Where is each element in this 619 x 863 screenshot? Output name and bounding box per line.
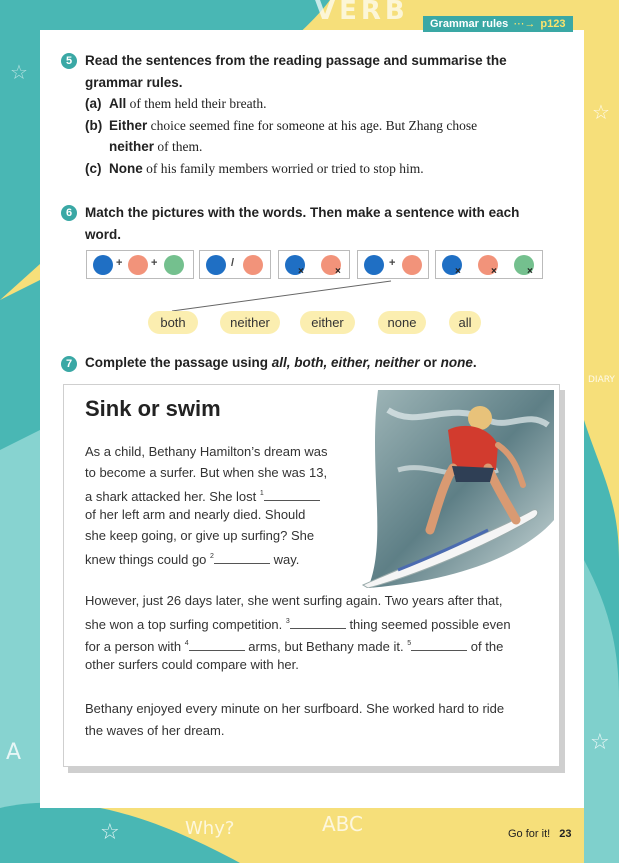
sentence-label: (a) [85, 96, 102, 111]
cross-mark: × [335, 266, 341, 277]
key-word: None [109, 161, 143, 176]
orange-circle [402, 255, 422, 275]
instruction-line: grammar rules. [85, 75, 183, 90]
blank-number: 3 [285, 618, 290, 625]
sentence-label: (c) [85, 161, 102, 176]
instruction-line: Read the sentences from the reading passage and summarise the [85, 53, 507, 68]
key-word: All [109, 96, 127, 111]
blue-circle [206, 255, 226, 275]
story-text: knew things could go [85, 552, 207, 567]
sentence-b [85, 116, 477, 136]
blank-3[interactable] [290, 616, 346, 629]
sentence-text: of his family members worried or tried to stop him. [142, 161, 424, 176]
story-text: way. [273, 552, 300, 567]
story-line: However, just 26 days later, she went surfing again. Two years after that, [85, 593, 503, 608]
instruction-text: or [419, 355, 441, 370]
story-text: she won a top surfing competition. [85, 617, 283, 632]
exercise-7-badge: 7 [61, 356, 77, 372]
plus-symbol: + [116, 257, 123, 269]
exercise-7-instruction [85, 352, 477, 374]
blue-circle [93, 255, 113, 275]
exercise-5-instruction [85, 50, 507, 94]
instruction-words: none [440, 355, 473, 370]
story-title: Sink or swim [85, 396, 221, 421]
picture-none[interactable] [435, 250, 543, 279]
story-line [85, 546, 299, 570]
story-line: to become a surfer. But when she was 13, [85, 465, 328, 480]
story-text: a shark attacked her. She lost [85, 489, 257, 504]
cross-mark: × [527, 266, 533, 277]
arrow-icon: ⋯→ [513, 18, 536, 30]
why-doodle: Why? [185, 818, 235, 839]
page-reference: p123 [540, 18, 566, 30]
blank-4[interactable] [189, 638, 245, 651]
instruction-line: word. [85, 227, 121, 242]
green-circle [164, 255, 184, 275]
cross-mark: × [455, 266, 461, 277]
orange-circle [243, 255, 263, 275]
cross-mark: × [298, 266, 304, 277]
instruction-line: Match the pictures with the words. Then make a sentence with each [85, 205, 520, 220]
star-icon: ☆ [100, 820, 120, 845]
blank-number: 1 [259, 490, 264, 497]
story-line: Bethany enjoyed every minute on her surfboard. She worked hard to ride [85, 701, 505, 716]
story-text: thing seemed possible even [349, 617, 511, 632]
story-line: of her left arm and nearly died. Should [85, 507, 306, 522]
instruction-text: . [472, 355, 477, 370]
exercise-6-instruction [85, 202, 519, 246]
sentence-text: of them. [154, 139, 203, 154]
sentence-b-continued [85, 137, 202, 157]
star-icon: ☆ [590, 730, 610, 755]
cross-mark: × [491, 266, 497, 277]
verb-doodle: VERB [315, 0, 409, 26]
grammar-rules-label: Grammar rules [430, 18, 509, 30]
word-chip-either[interactable]: either [300, 311, 355, 334]
picture-all[interactable] [86, 250, 194, 279]
blank-1[interactable] [264, 488, 320, 501]
picture-neither[interactable] [278, 250, 350, 279]
story-text: of the [470, 639, 504, 654]
diary-doodle: DIARY [588, 375, 615, 385]
page-number: 23 [559, 828, 572, 840]
story-line: she keep going, or give up surfing? She [85, 528, 315, 543]
story-text: arms, but Bethany made it. [248, 639, 404, 654]
word-chip-all[interactable]: all [449, 311, 481, 334]
letter-a-doodle: A [6, 740, 22, 765]
story-text: for a person with [85, 639, 182, 654]
story-line [85, 611, 511, 635]
blank-number: 2 [210, 553, 214, 560]
story-line: the waves of her dream. [85, 723, 225, 738]
plus-symbol: + [389, 257, 396, 269]
exercise-5-badge: 5 [61, 53, 77, 69]
page-footer [508, 828, 572, 840]
instruction-words: all, both, either, neither [271, 355, 420, 370]
story-line: As a child, Bethany Hamilton’s dream was [85, 444, 328, 459]
word-chip-both[interactable]: both [148, 311, 198, 334]
star-icon: ☆ [592, 100, 610, 124]
orange-circle [128, 255, 148, 275]
surfer-photo [358, 390, 554, 588]
sentence-c [85, 159, 424, 179]
plus-symbol: + [151, 257, 158, 269]
sentence-a [85, 94, 266, 114]
instruction-text: Complete the passage using [85, 355, 272, 370]
sentence-text: choice seemed fine for someone at his age. But Zhang chose [147, 118, 478, 133]
star-icon: ☆ [10, 60, 28, 84]
word-chip-none[interactable]: none [378, 311, 426, 334]
blank-2[interactable] [214, 551, 270, 564]
story-line: other surfers could compare with her. [85, 657, 299, 672]
picture-either[interactable] [199, 250, 271, 279]
exercise-6-badge: 6 [61, 205, 77, 221]
slash-symbol: / [231, 257, 235, 269]
key-word: neither [109, 139, 155, 154]
grammar-rules-link[interactable] [423, 16, 573, 32]
blank-number: 4 [184, 640, 189, 647]
abc-doodle: ABC [322, 812, 364, 836]
book-title: Go for it! [508, 828, 551, 840]
key-word: Either [109, 118, 148, 133]
blank-number: 5 [407, 640, 412, 647]
blank-5[interactable] [411, 638, 467, 651]
word-chip-neither[interactable]: neither [220, 311, 280, 334]
sentence-label: (b) [85, 118, 103, 133]
picture-both[interactable] [357, 250, 429, 279]
sentence-text: of them held their breath. [126, 96, 267, 111]
blue-circle [364, 255, 384, 275]
